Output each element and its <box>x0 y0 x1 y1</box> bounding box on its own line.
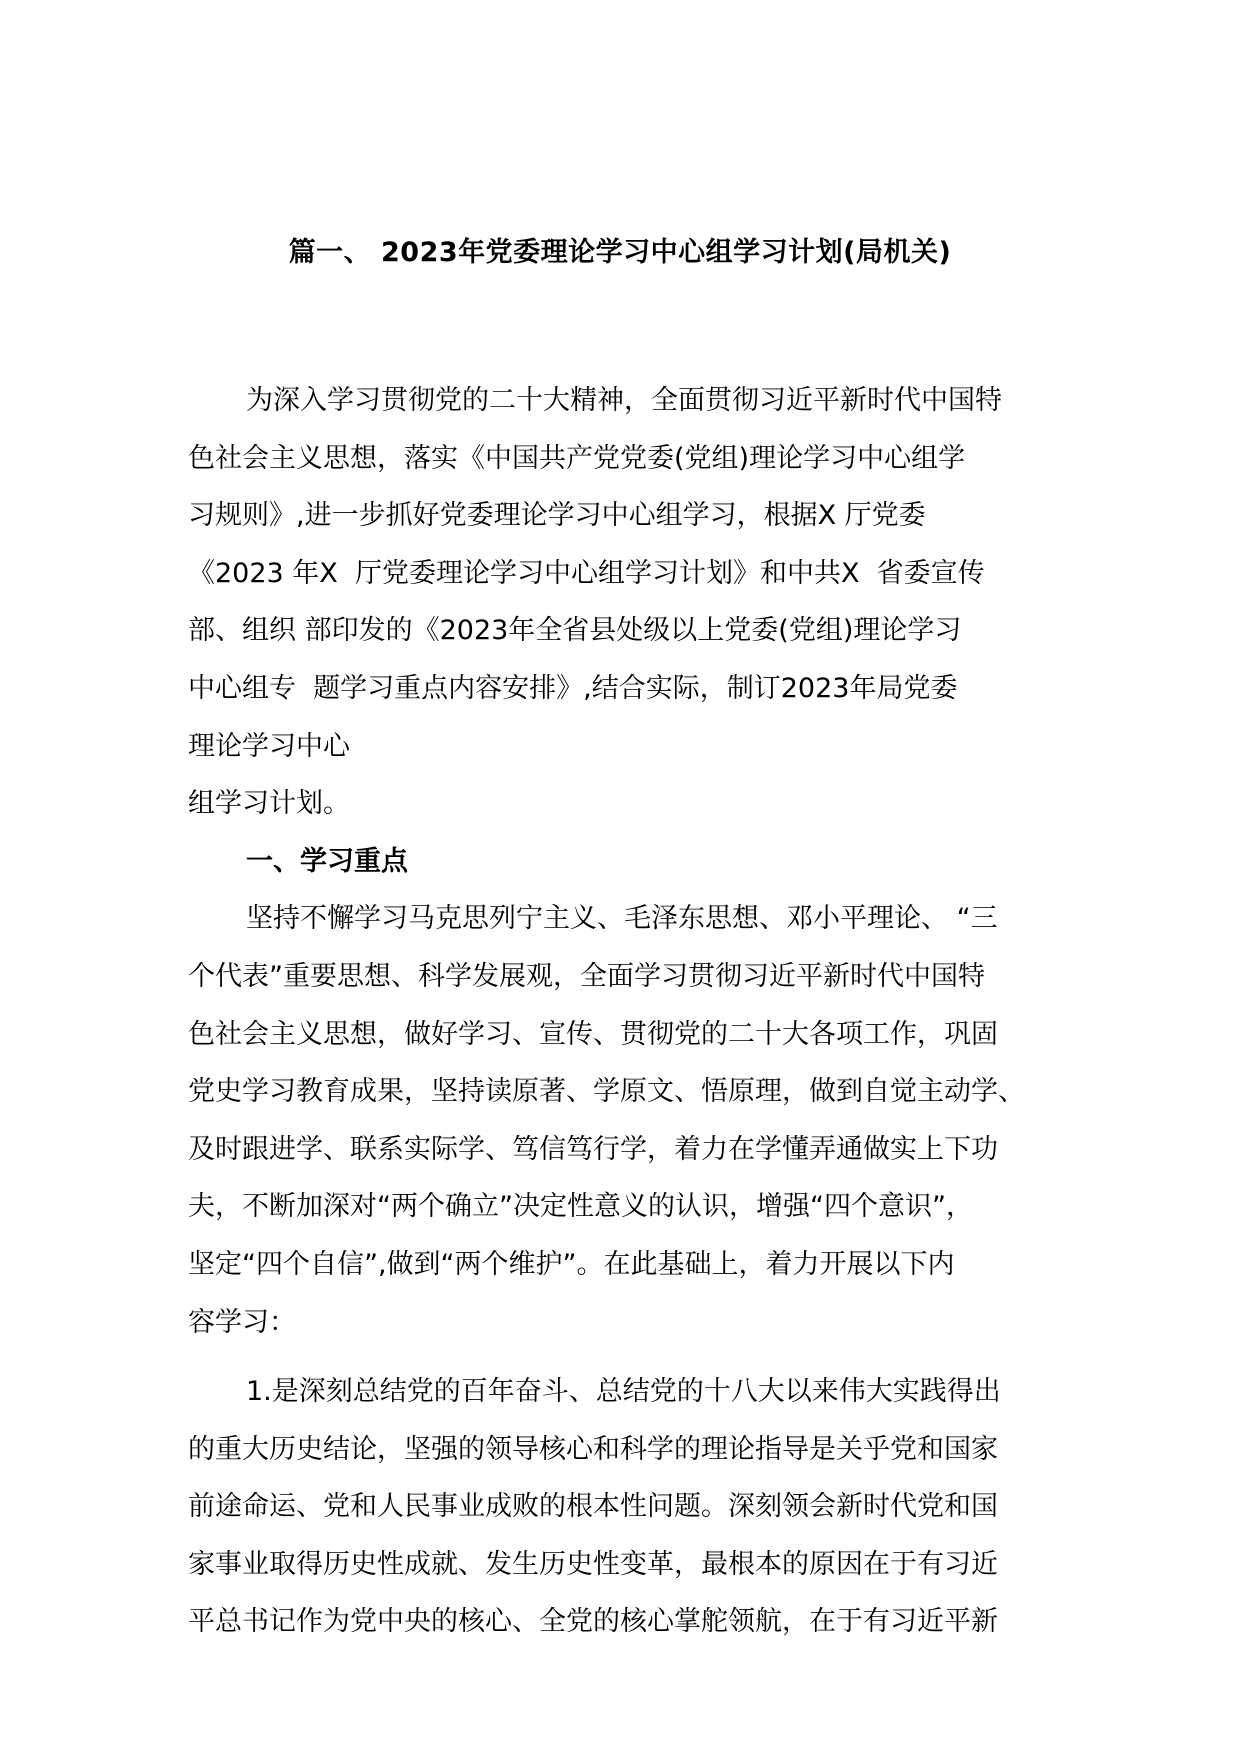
intro-line: 习规则》,进一步抓好党委理论学习中心组学习，根据X 厅党委 <box>188 500 926 532</box>
intro-line: 色社会主义思想，落实《中国共产党党委(党组)理论学习中心组学 <box>188 442 966 474</box>
focus-line: 容学习： <box>188 1306 296 1338</box>
item-line: 家事业取得历史性成就、发生历史性变革，最根本的原因在于有习近 <box>188 1548 998 1580</box>
document-title: 篇一、 2023年党委理论学习中心组学习计划(局机关) <box>288 237 952 268</box>
intro-line: 组学习计划。 <box>188 788 350 820</box>
section-heading: 一、学习重点 <box>246 845 408 877</box>
item-line: 1.是深刻总结党的百年奋斗、总结党的十八大以来伟大实践得出 <box>246 1376 1001 1408</box>
focus-line: 个代表”重要思想、科学发展观，全面学习贯彻习近平新时代中国特 <box>188 960 985 992</box>
focus-line: 及时跟进学、联系实际学、笃信笃行学，着力在学懂弄通做实上下功 <box>188 1133 998 1165</box>
intro-line: 理论学习中心 <box>188 730 350 762</box>
item-line: 的重大历史结论，坚强的领导核心和科学的理论指导是关乎党和国家 <box>188 1433 998 1465</box>
focus-line: 色社会主义思想，做好学习、宣传、贯彻党的二十大各项工作，巩固 <box>188 1018 998 1050</box>
document-body <box>188 372 1060 1651</box>
intro-line: 为深入学习贯彻党的二十大精神，全面贯彻习近平新时代中国特 <box>246 385 1002 416</box>
focus-line: 党史学习教育成果，坚持读原著、学原文、悟原理，做到自觉主动学、 <box>188 1076 1025 1108</box>
intro-line: 部、组织 部印发的《2023年全省县处级以上党委(党组)理论学习 <box>188 615 962 647</box>
paragraph-gap <box>188 1351 1060 1363</box>
item-line: 前途命运、党和人民事业成败的根本性问题。深刻领会新时代党和国 <box>188 1491 998 1523</box>
focus-line: 坚持不懈学习马克思列宁主义、毛泽东思想、邓小平理论、 “三 <box>246 903 998 935</box>
focus-line: 坚定“四个自信”,做到“两个维护”。在此基础上，着力开展以下内 <box>188 1248 955 1280</box>
intro-line: 中心组专 题学习重点内容安排》,结合实际，制订2023年局党委 <box>188 672 958 704</box>
intro-line: 《2023 年X 厅党委理论学习中心组学习计划》和中共X 省委宣传 <box>188 557 985 589</box>
item-line: 平总书记作为党中央的核心、全党的核心掌舵领航，在于有习近平新 <box>188 1606 998 1638</box>
focus-line: 夫，不断加深对“两个确立”决定性意义的认识，增强“四个意识”， <box>188 1191 973 1223</box>
